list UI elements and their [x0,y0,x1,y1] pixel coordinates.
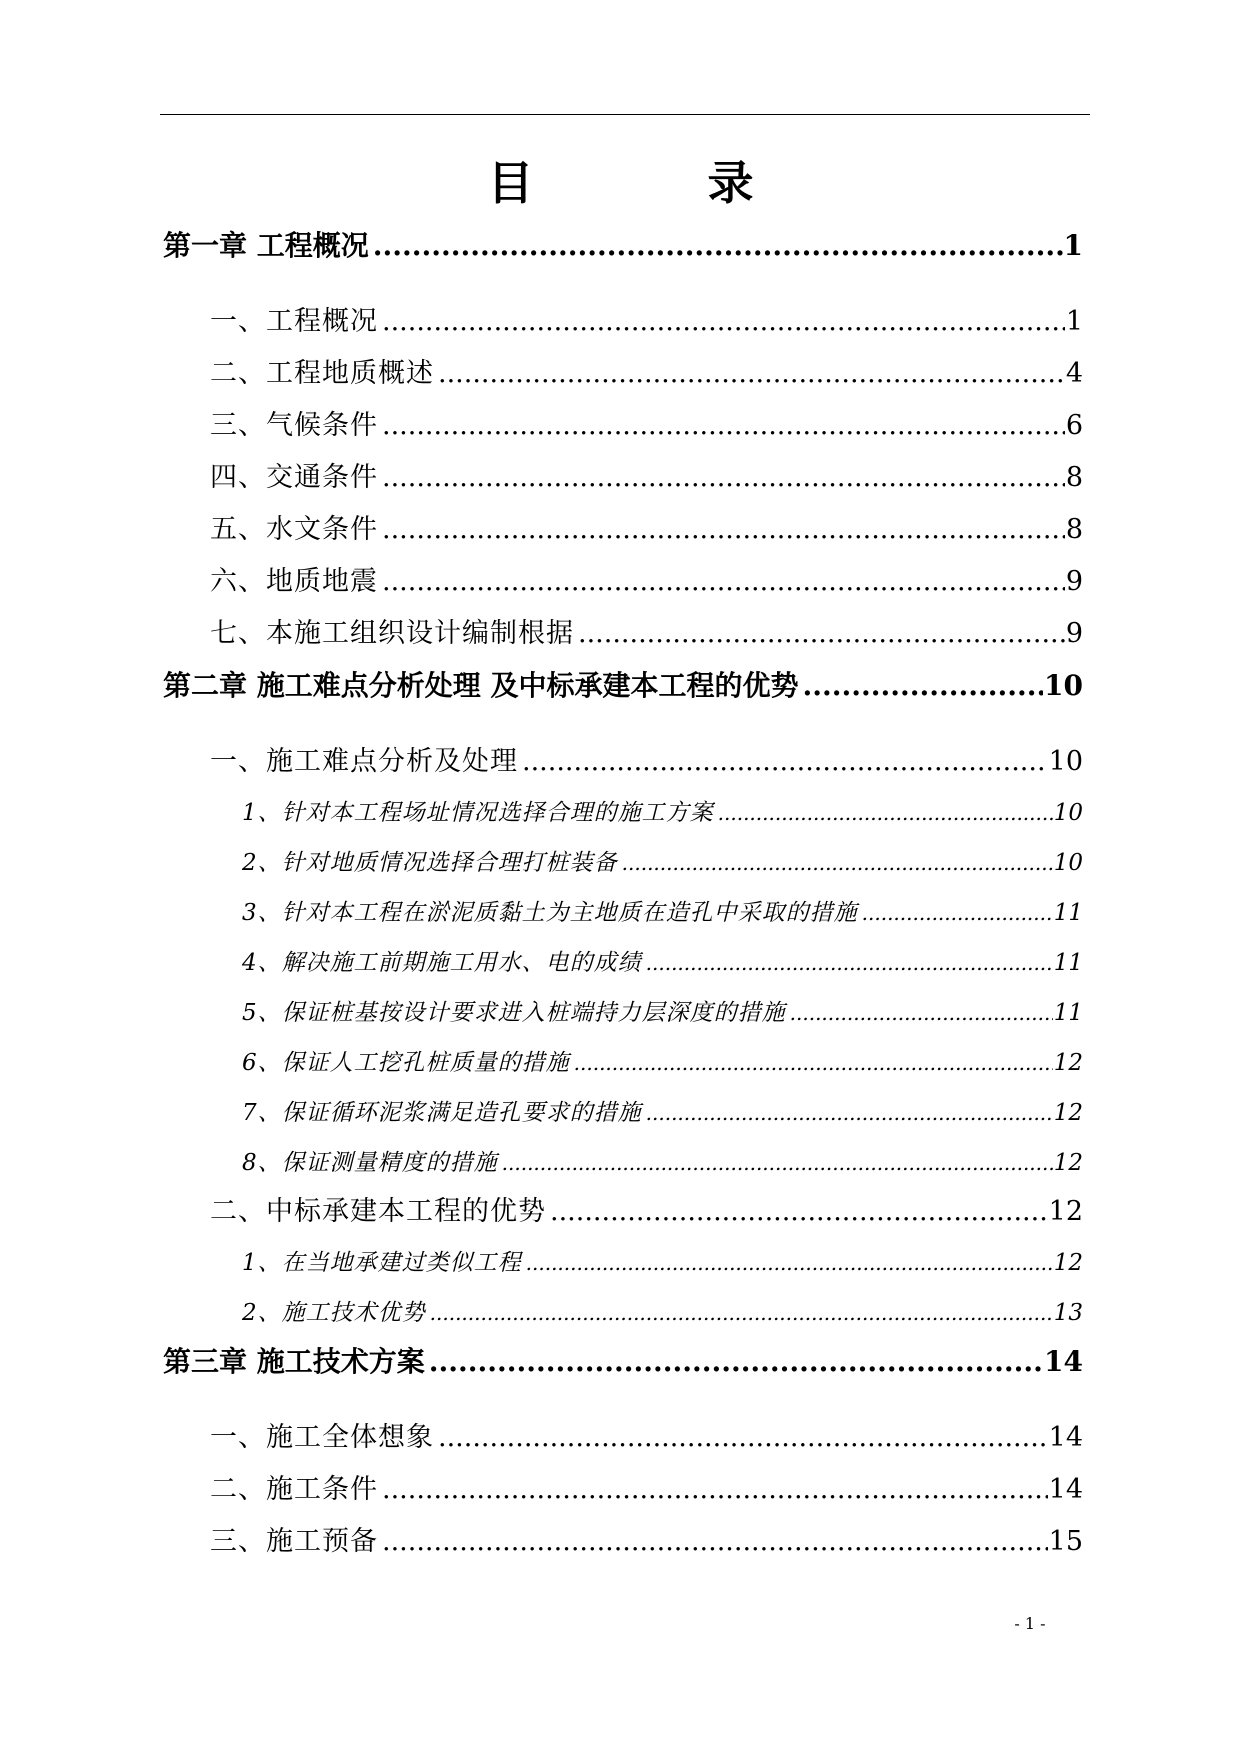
toc-entry-title: 一、施工全体想象 [210,1422,434,1453]
toc-entry-page: 12 [1053,1250,1083,1276]
toc-entry-page: 8 [1065,462,1083,493]
toc-entry-page: 1 [1063,229,1083,262]
toc-subsection-2-2-2[interactable] [242,1296,1083,1330]
toc-entry-page: 11 [1053,1000,1083,1026]
toc-leader-dots [438,1418,1048,1458]
toc-entry-title: 二、施工条件 [210,1474,378,1505]
toc-entry-title: 五、水文条件 [210,514,378,545]
toc-section-3-3[interactable] [210,1522,1083,1562]
toc-leader-dots [622,846,1053,880]
toc-leader-dots [803,666,1044,706]
toc-section-3-1[interactable] [210,1418,1083,1458]
toc-leader-dots [438,354,1065,394]
toc-section-3-2[interactable] [210,1470,1083,1510]
toc-entry-page: 15 [1048,1526,1083,1557]
toc-leader-dots [373,226,1063,266]
toc-subsection-2-1-4[interactable] [242,946,1083,980]
toc-chapter-2[interactable] [163,666,1083,706]
toc-entry-page: 11 [1053,900,1083,926]
toc-entry-title: 第三章 施工技术方案 [163,1345,425,1378]
toc-entry-page: 9 [1065,618,1083,649]
toc-leader-dots [430,1296,1053,1330]
toc-entry-page: 9 [1065,566,1083,597]
toc-leader-dots [382,562,1065,602]
toc-section-1-1[interactable] [210,302,1083,342]
toc-entry-title: 7、保证循环泥浆满足造孔要求的措施 [242,1100,642,1126]
toc-section-2-1[interactable] [210,742,1083,782]
toc-entry-page: 12 [1053,1100,1083,1126]
toc-entry-page: 14 [1044,1345,1083,1378]
toc-entry-title: 三、气候条件 [210,410,378,441]
page-title: 目 录 [487,156,818,210]
toc-entry-title: 三、施工预备 [210,1526,378,1557]
toc-entry-page: 10 [1053,850,1083,876]
toc-leader-dots [574,1046,1053,1080]
toc-chapter-1[interactable] [163,226,1083,266]
toc-entry-title: 1、在当地承建过类似工程 [242,1250,522,1276]
toc-entry-page: 14 [1048,1474,1083,1505]
toc-entry-page: 6 [1065,410,1083,441]
toc-leader-dots [526,1246,1053,1280]
toc-entry-title: 六、地质地震 [210,566,378,597]
toc-subsection-2-1-7[interactable] [242,1096,1083,1130]
toc-entry-title: 二、工程地质概述 [210,358,434,389]
toc-leader-dots [502,1146,1053,1180]
toc-entry-title: 4、解决施工前期施工用水、电的成绩 [242,950,642,976]
toc-leader-dots [382,1522,1048,1562]
toc-leader-dots [790,996,1053,1030]
toc-entry-title: 2、针对地质情况选择合理打桩装备 [242,850,618,876]
toc-subsection-2-1-2[interactable] [242,846,1083,880]
toc-entry-title: 3、针对本工程在淤泥质黏土为主地质在造孔中采取的措施 [242,900,858,926]
toc-leader-dots [382,510,1065,550]
toc-section-1-7[interactable] [210,614,1083,654]
toc-leader-dots [578,614,1065,654]
toc-leader-dots [429,1342,1043,1382]
toc-entry-page: 13 [1053,1300,1083,1326]
toc-section-1-2[interactable] [210,354,1083,394]
toc-entry-page: 10 [1048,746,1083,777]
toc-entry-title: 四、交通条件 [210,462,378,493]
toc-entry-title: 5、保证桩基按设计要求进入桩端持力层深度的措施 [242,1000,786,1026]
toc-entry-title: 一、施工难点分析及处理 [210,746,518,777]
toc-entry-page: 4 [1065,358,1083,389]
toc-entry-page: 10 [1053,800,1083,826]
toc-leader-dots [718,796,1053,830]
toc-leader-dots [646,1096,1053,1130]
toc-entry-page: 12 [1053,1150,1083,1176]
toc-entry-title: 第一章 工程概况 [163,229,369,262]
toc-entry-title: 一、工程概况 [210,306,378,337]
toc-leader-dots [382,458,1065,498]
toc-entry-title: 第二章 施工难点分析处理 及中标承建本工程的优势 [163,669,799,702]
toc-leader-dots [382,406,1065,446]
toc-leader-dots [646,946,1053,980]
toc-subsection-2-1-6[interactable] [242,1046,1083,1080]
toc-subsection-2-1-1[interactable] [242,796,1083,830]
toc-entry-title: 二、中标承建本工程的优势 [210,1196,546,1227]
toc-leader-dots [382,302,1065,342]
toc-section-2-2[interactable] [210,1192,1083,1232]
toc-chapter-3[interactable] [163,1342,1083,1382]
toc-entry-title: 8、保证测量精度的措施 [242,1150,498,1176]
toc-entry-page: 10 [1044,669,1083,702]
toc-leader-dots [862,896,1053,930]
toc-entry-title: 2、施工技术优势 [242,1300,426,1326]
toc-leader-dots [550,1192,1048,1232]
toc-entry-page: 12 [1053,1050,1083,1076]
toc-leader-dots [522,742,1048,782]
toc-subsection-2-1-8[interactable] [242,1146,1083,1180]
page-number: - 1 - [1014,1614,1046,1633]
toc-section-1-4[interactable] [210,458,1083,498]
toc-entry-page: 12 [1048,1196,1083,1227]
toc-section-1-3[interactable] [210,406,1083,446]
toc-entry-page: 8 [1065,514,1083,545]
toc-section-1-6[interactable] [210,562,1083,602]
toc-subsection-2-1-3[interactable] [242,896,1083,930]
toc-entry-page: 11 [1053,950,1083,976]
toc-entry-page: 14 [1048,1422,1083,1453]
toc-leader-dots [382,1470,1048,1510]
toc-entry-title: 1、针对本工程场址情况选择合理的施工方案 [242,800,714,826]
toc-entry-title: 七、本施工组织设计编制根据 [210,618,574,649]
toc-section-1-5[interactable] [210,510,1083,550]
toc-entry-title: 6、保证人工挖孔桩质量的措施 [242,1050,570,1076]
toc-entry-page: 1 [1065,306,1083,337]
toc-subsection-2-1-5[interactable] [242,996,1083,1030]
toc-subsection-2-2-1[interactable] [242,1246,1083,1280]
